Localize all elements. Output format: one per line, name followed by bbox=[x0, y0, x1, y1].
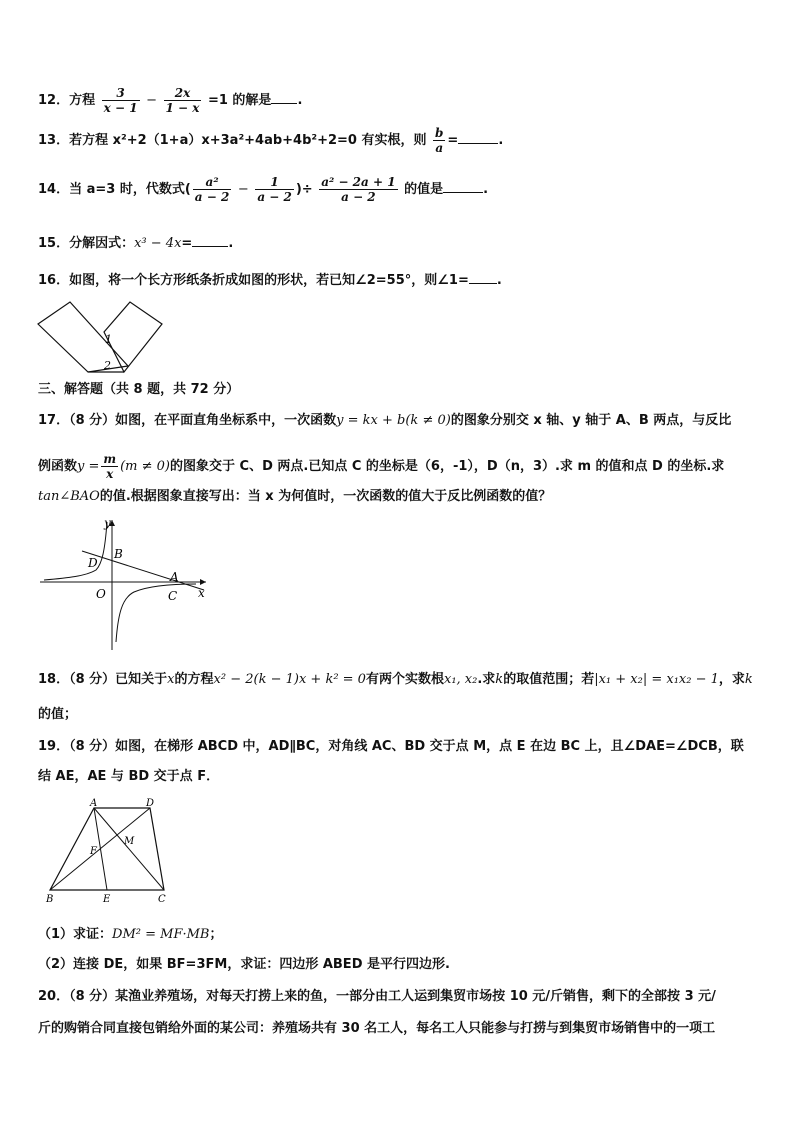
folded-strip-figure bbox=[34, 296, 174, 378]
question-13: 13．若方程 x²+2（1+a）x+3a²+4ab+4b²+2=0 有实根，则 $\frac{b}{a}$ = . bbox=[38, 126, 504, 155]
question-19-part2: （2）连接 DE，如果 BF=3FM，求证：四边形 ABED 是平行四边形. bbox=[38, 957, 450, 972]
answer-blank bbox=[443, 180, 483, 193]
svg-text:F: F bbox=[90, 846, 97, 857]
question-20-line1: 20．（8 分）某渔业养殖场，对每天打捞上来的鱼，一部分由工人运到集贸市场按 10 元/斤销售，剩下的全部按 3 元/ bbox=[38, 989, 716, 1004]
svg-text:O: O bbox=[96, 587, 106, 601]
question-17-line3: tan∠BAO的值.根据图象直接写出：当 x 为何值时，一次函数的值大于反比例函数的值？ bbox=[38, 489, 552, 504]
question-20-line2: 斤的购销合同直接包销给外面的某公司：养殖场共有 30 名工人，每名工人只能参与打捞与到集贸市场销售中的一项工 bbox=[38, 1021, 716, 1036]
question-19-part1: （1）求证：DM² = MF·MB； bbox=[38, 927, 223, 942]
angle-1-label: 1 bbox=[105, 333, 112, 346]
question-18-line1: 18．（8 分）已知关于x的方程x² − 2(k − 1)x + k² = 0有两个实数根x₁, x₂.求k的取值范围；若|x₁ + x₂| = x₁x₂ − 1，求k bbox=[38, 672, 753, 687]
question-18-line2: 的值； bbox=[38, 707, 78, 722]
fraction: $\frac{1}{a - 2}$ bbox=[257, 175, 292, 204]
fraction: $\frac{\text{a²}}{a - 2}$ bbox=[194, 175, 230, 204]
svg-text:B: B bbox=[46, 894, 54, 905]
svg-text:A: A bbox=[90, 798, 98, 809]
fraction: $\frac{2x}{1 - x}$ bbox=[165, 86, 200, 115]
svg-text:D: D bbox=[88, 556, 98, 570]
question-12: 12．方程 $\frac{3}{x - 1}$ − $\frac{2x}{1 - x}$ =1 的解是 . bbox=[38, 86, 303, 115]
question-19-line2: 结 AE，AE 与 BD 交于点 F． bbox=[38, 769, 220, 784]
question-17-line1: 17．（8 分）如图，在平面直角坐标系中，一次函数y = kx + b(k ≠ 0)的图象分别交 x 轴、y 轴于 A、B 两点，与反比 bbox=[38, 413, 732, 428]
section-title: 三、解答题（共 8 题，共 72 分） bbox=[38, 382, 240, 397]
answer-blank bbox=[271, 91, 297, 104]
question-15: 15．分解因式：x³ − 4x= . bbox=[38, 236, 234, 251]
answer-blank bbox=[192, 234, 228, 247]
answer-blank bbox=[458, 131, 498, 144]
svg-text:A: A bbox=[170, 570, 179, 584]
coordinate-graph-figure bbox=[38, 514, 218, 654]
fraction: $\frac{m}{x}$ bbox=[103, 452, 117, 481]
svg-text:x: x bbox=[198, 586, 205, 600]
fraction: $\frac{b}{a}$ bbox=[435, 126, 444, 155]
trapezoid-figure bbox=[44, 796, 176, 908]
question-16: 16．如图，将一个长方形纸条折成如图的形状，若已知∠2=55°，则∠1= . bbox=[38, 273, 502, 288]
fraction: $\frac{3}{x - 1}$ bbox=[103, 86, 138, 115]
svg-text:D: D bbox=[146, 798, 155, 809]
svg-text:C: C bbox=[158, 894, 166, 905]
svg-text:y: y bbox=[104, 516, 111, 530]
svg-text:C: C bbox=[168, 589, 178, 603]
svg-text:B: B bbox=[114, 547, 123, 561]
answer-blank bbox=[469, 271, 497, 284]
question-17-line2: 例函数y = $\frac{m}{x}$ (m ≠ 0)的图象交于 C、D 两点.已知点 C 的坐标是（6，-1），D（n，3）.求 m 的值和点 D 的坐标.求 bbox=[38, 452, 725, 481]
question-19-line1: 19．（8 分）如图，在梯形 ABCD 中，AD∥BC，对角线 AC、BD 交于点 M，点 E 在边 BC 上，且∠DAE=∠DCB，联 bbox=[38, 739, 744, 754]
angle-2-label: 2 bbox=[104, 359, 111, 372]
svg-text:E: E bbox=[103, 894, 111, 905]
fraction: $\frac{\text{a² − 2a + 1}}{a - 2}$ bbox=[321, 175, 396, 204]
question-14: 14．当 a=3 时，代数式( $\frac{\text{a²}}{a - 2}$ − $\frac{1}{a - 2}$ )÷ $\frac{\text{a² − 2a + 1}}{a - 2}$ 的值是 . bbox=[38, 175, 489, 204]
svg-text:M: M bbox=[124, 836, 135, 847]
